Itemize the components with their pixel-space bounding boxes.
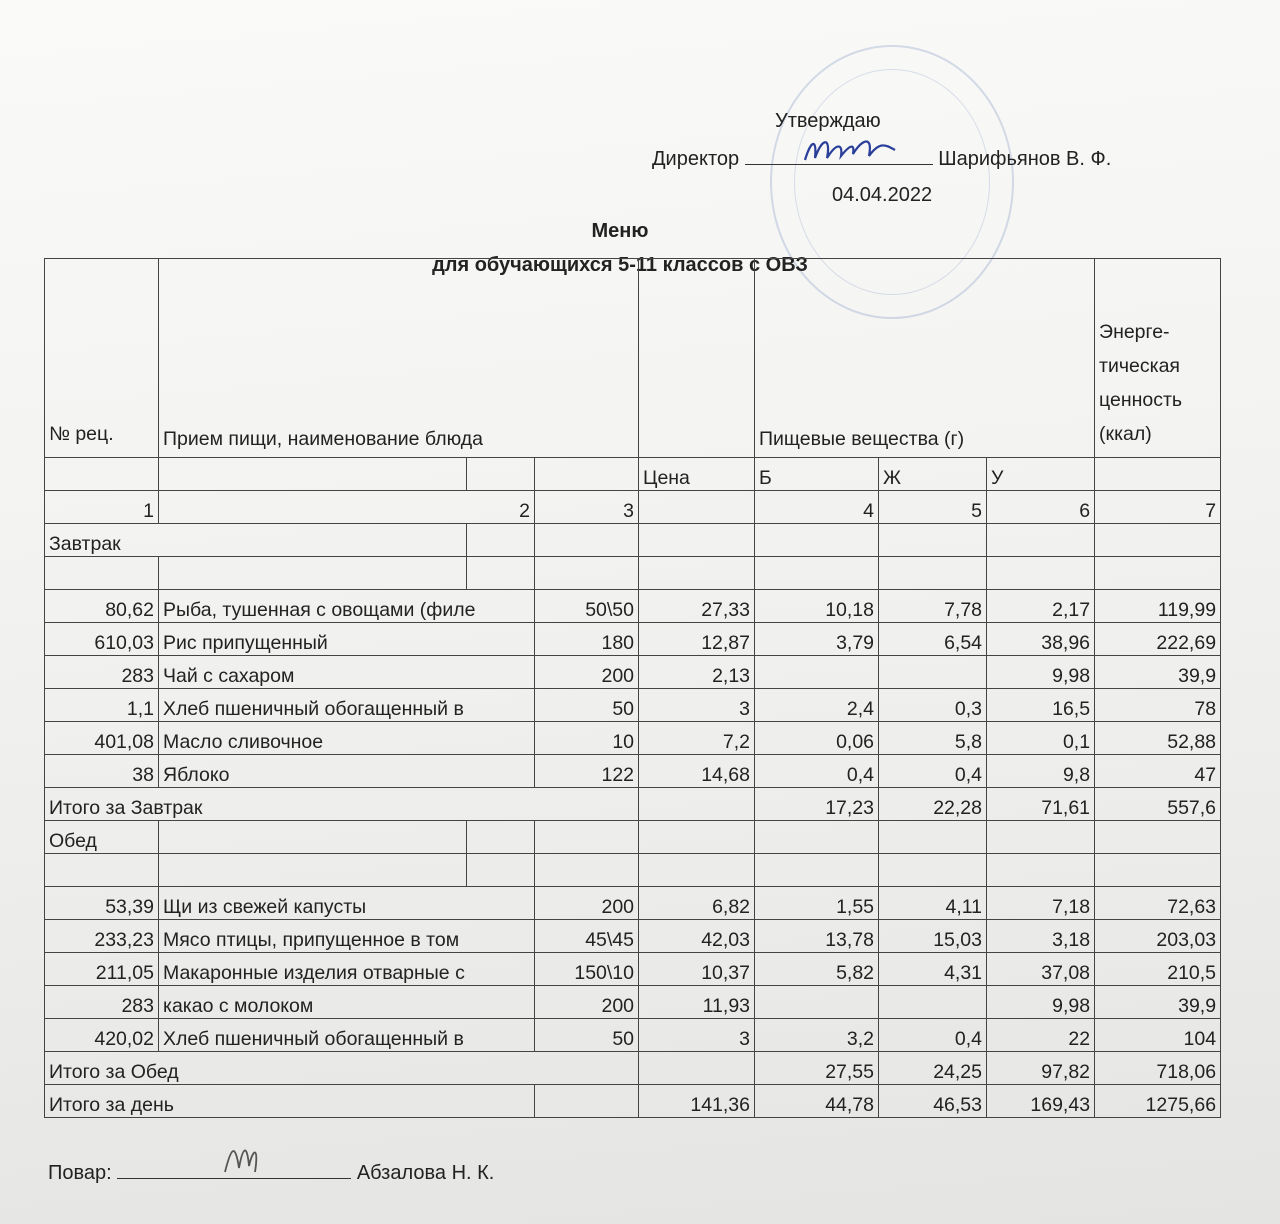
- table-row: [45, 656, 1221, 689]
- rec-no: 283: [45, 986, 159, 1019]
- yield: 50\50: [535, 590, 639, 623]
- price: 12,87: [639, 623, 755, 656]
- approval-title: Утверждаю: [775, 110, 881, 132]
- colnum-1: 1: [45, 491, 159, 524]
- carbs: 0,1: [987, 722, 1095, 755]
- price: 14,68: [639, 755, 755, 788]
- dish-name: Макаронные изделия отварные с: [159, 953, 535, 986]
- header-price: Цена: [639, 458, 755, 491]
- carbs: 7,18: [987, 887, 1095, 920]
- table-row: [45, 689, 1221, 722]
- protein: 5,82: [755, 953, 879, 986]
- dish-name: какао с молоком: [159, 986, 535, 1019]
- price: 27,33: [639, 590, 755, 623]
- protein: [755, 656, 879, 689]
- energy: 39,9: [1095, 656, 1221, 689]
- header-energy: Энерге-тическая ценность (ккал): [1095, 259, 1221, 458]
- yield: 10: [535, 722, 639, 755]
- fat: [879, 986, 987, 1019]
- rec-no: 283: [45, 656, 159, 689]
- yield: 200: [535, 887, 639, 920]
- fat: 0,4: [879, 755, 987, 788]
- table-row: [45, 755, 1221, 788]
- protein: 10,18: [755, 590, 879, 623]
- table-row: [45, 590, 1221, 623]
- section-breakfast: Завтрак: [45, 524, 467, 557]
- menu-table: [44, 258, 1221, 1118]
- protein: 0,06: [755, 722, 879, 755]
- carbs: 38,96: [987, 623, 1095, 656]
- colnum-6: 6: [987, 491, 1095, 524]
- carbs: 22: [987, 1019, 1095, 1052]
- protein: [755, 986, 879, 1019]
- colnum-2: 2: [159, 491, 535, 524]
- fat: 6,54: [879, 623, 987, 656]
- day-total-protein: 44,78: [755, 1085, 879, 1118]
- table-row: [45, 986, 1221, 1019]
- rec-no: 420,02: [45, 1019, 159, 1052]
- carbs: 16,5: [987, 689, 1095, 722]
- protein: 3,79: [755, 623, 879, 656]
- energy: 78: [1095, 689, 1221, 722]
- cook-signature: [117, 1160, 351, 1179]
- carbs: 3,18: [987, 920, 1095, 953]
- table-row: [45, 722, 1221, 755]
- table-row: [45, 920, 1221, 953]
- total-protein: 27,55: [755, 1052, 879, 1085]
- carbs: 37,08: [987, 953, 1095, 986]
- table-row: [45, 623, 1221, 656]
- header-row: [45, 259, 1221, 458]
- price: 10,37: [639, 953, 755, 986]
- fat: 5,8: [879, 722, 987, 755]
- total-energy: 557,6: [1095, 788, 1221, 821]
- rec-no: 401,08: [45, 722, 159, 755]
- energy: 222,69: [1095, 623, 1221, 656]
- heading-title: Меню: [591, 220, 649, 242]
- energy: 52,88: [1095, 722, 1221, 755]
- spacer-row: [45, 854, 1221, 887]
- dish-name: Мясо птицы, припущенное в том: [159, 920, 535, 953]
- energy: 210,5: [1095, 953, 1221, 986]
- total-row: [45, 788, 1221, 821]
- protein: 0,4: [755, 755, 879, 788]
- cook-signature-line: [48, 1160, 494, 1185]
- rec-no: 233,23: [45, 920, 159, 953]
- yield: 122: [535, 755, 639, 788]
- yield: 180: [535, 623, 639, 656]
- header-dish: Прием пищи, наименование блюда: [159, 259, 639, 458]
- day-total-carbs: 169,43: [987, 1085, 1095, 1118]
- rec-no: 211,05: [45, 953, 159, 986]
- table-row: [45, 953, 1221, 986]
- dish-name: Чай с сахаром: [159, 656, 535, 689]
- table-row: [45, 1019, 1221, 1052]
- dish-name: Масло сливочное: [159, 722, 535, 755]
- total-fat: 24,25: [879, 1052, 987, 1085]
- colnum-3: 3: [535, 491, 639, 524]
- director-signature: [745, 146, 933, 165]
- director-position: Директор: [652, 148, 740, 170]
- day-total-energy: 1275,66: [1095, 1085, 1221, 1118]
- protein: 13,78: [755, 920, 879, 953]
- colnum-7: 7: [1095, 491, 1221, 524]
- director-name: Шарифьянов В. Ф.: [938, 148, 1112, 170]
- price: 3: [639, 689, 755, 722]
- yield: 200: [535, 656, 639, 689]
- header-nutrients: Пищевые вещества (г): [755, 259, 1095, 458]
- rec-no: 80,62: [45, 590, 159, 623]
- section-row: [45, 524, 1221, 557]
- energy: 119,99: [1095, 590, 1221, 623]
- protein: 2,4: [755, 689, 879, 722]
- lunch-total-label: Итого за Обед: [45, 1052, 639, 1085]
- yield: 50: [535, 689, 639, 722]
- price: 3: [639, 1019, 755, 1052]
- day-total-label: Итого за день: [45, 1085, 535, 1118]
- dish-name: Щи из свежей капусты: [159, 887, 535, 920]
- table-row: [45, 887, 1221, 920]
- fat: 4,11: [879, 887, 987, 920]
- day-total-row: [45, 1085, 1221, 1118]
- energy: 203,03: [1095, 920, 1221, 953]
- total-energy: 718,06: [1095, 1052, 1221, 1085]
- energy: 47: [1095, 755, 1221, 788]
- carbs: 9,8: [987, 755, 1095, 788]
- header-b: Б: [755, 458, 879, 491]
- energy: 104: [1095, 1019, 1221, 1052]
- price: 2,13: [639, 656, 755, 689]
- total-carbs: 97,82: [987, 1052, 1095, 1085]
- cook-label: Повар:: [48, 1162, 112, 1184]
- colnum-5: 5: [879, 491, 987, 524]
- dish-name: Яблоко: [159, 755, 535, 788]
- fat: 0,3: [879, 689, 987, 722]
- dish-name: Рис припущенный: [159, 623, 535, 656]
- price: 11,93: [639, 986, 755, 1019]
- section-lunch: Обед: [45, 821, 159, 854]
- price: 42,03: [639, 920, 755, 953]
- total-carbs: 71,61: [987, 788, 1095, 821]
- carbs: 2,17: [987, 590, 1095, 623]
- cook-name: Абзалова Н. К.: [356, 1162, 495, 1184]
- column-number-row: [45, 491, 1221, 524]
- subheader-row: [45, 458, 1221, 491]
- rec-no: 53,39: [45, 887, 159, 920]
- header-price-blank: [639, 259, 755, 458]
- dish-name: Рыба, тушенная с овощами (филе: [159, 590, 535, 623]
- header-rec-no: № рец.: [45, 259, 159, 458]
- spacer-row: [45, 557, 1221, 590]
- section-row: [45, 821, 1221, 854]
- yield: 150\10: [535, 953, 639, 986]
- heading-subtitle: для обучающихся 5-11 классов с ОВЗ: [432, 254, 808, 276]
- protein: 3,2: [755, 1019, 879, 1052]
- header-zh: Ж: [879, 458, 987, 491]
- yield: 50: [535, 1019, 639, 1052]
- fat: 7,78: [879, 590, 987, 623]
- total-row: [45, 1052, 1221, 1085]
- rec-no: 610,03: [45, 623, 159, 656]
- carbs: 9,98: [987, 656, 1095, 689]
- day-total-fat: 46,53: [879, 1085, 987, 1118]
- header-u: У: [987, 458, 1095, 491]
- colnum-4: 4: [755, 491, 879, 524]
- dish-name: Хлеб пшеничный обогащенный в: [159, 1019, 535, 1052]
- fat: 15,03: [879, 920, 987, 953]
- fat: 0,4: [879, 1019, 987, 1052]
- total-protein: 17,23: [755, 788, 879, 821]
- energy: 39,9: [1095, 986, 1221, 1019]
- protein: 1,55: [755, 887, 879, 920]
- carbs: 9,98: [987, 986, 1095, 1019]
- fat: 4,31: [879, 953, 987, 986]
- dish-name: Хлеб пшеничный обогащенный в: [159, 689, 535, 722]
- price: 7,2: [639, 722, 755, 755]
- rec-no: 38: [45, 755, 159, 788]
- yield: 45\45: [535, 920, 639, 953]
- energy: 72,63: [1095, 887, 1221, 920]
- approval-date: 04.04.2022: [832, 184, 933, 206]
- rec-no: 1,1: [45, 689, 159, 722]
- day-total-price: 141,36: [639, 1085, 755, 1118]
- total-fat: 22,28: [879, 788, 987, 821]
- fat: [879, 656, 987, 689]
- breakfast-total-label: Итого за Завтрак: [45, 788, 639, 821]
- price: 6,82: [639, 887, 755, 920]
- yield: 200: [535, 986, 639, 1019]
- approval-line: [652, 146, 1111, 171]
